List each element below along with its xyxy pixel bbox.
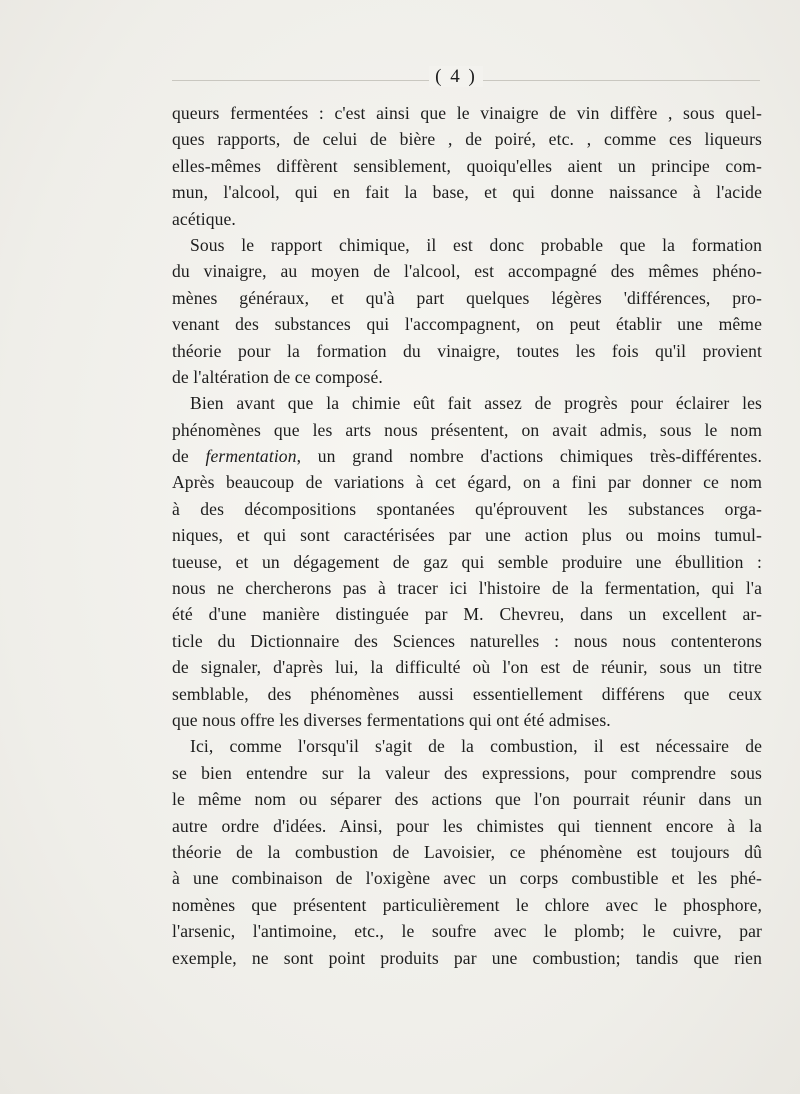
text-line: l'arsenic, l'antimoine, etc., le soufre avec le plomb; le cuivre, par (172, 921, 762, 942)
text-line: ticle du Dictionnaire des Sciences naturelles : nous nous contenterons (172, 630, 762, 651)
text-line: Bien avant que la chimie eût fait assez de progrès pour éclairer les (190, 393, 762, 414)
text-line: Après beaucoup de variations à cet égard, on a fini par donner ce nom (172, 472, 762, 493)
text-line: tueuse, et un dégagement de gaz qui semble produire une ébullition : (172, 551, 762, 572)
text-line: elles-mêmes diffèrent sensiblement, quoiqu'elles aient un principe com- (172, 155, 762, 176)
text-line: théorie de la combustion de Lavoisier, ce phénomène est toujours dû (172, 841, 762, 862)
text-line: Ici, comme l'orsqu'il s'agit de la combustion, il est nécessaire de (190, 736, 762, 757)
text-line: semblable, des phénomènes aussi essentiellement différens que ceux (172, 683, 762, 704)
text-line: se bien entendre sur la valeur des expressions, pour comprendre sous (172, 762, 762, 783)
text-line: queurs fermentées : c'est ainsi que le vinaigre de vin diffère , sous quel- (172, 103, 762, 123)
text-line: mun, l'alcool, qui en fait la base, et qui donne naissance à l'acide (172, 182, 762, 203)
text-line: ques rapports, de celui de bière , de poiré, etc. , comme ces liqueurs (172, 129, 762, 150)
body-text (172, 100, 762, 971)
text-line: nomènes que présentent particulièrement le chlore avec le phosphore, (172, 894, 762, 915)
text-line: à une combinaison de l'oxigène avec un corps combustible et les phé- (172, 868, 762, 889)
text-line: de signaler, d'après lui, la difficulté où l'on est de réunir, sous un titre (172, 657, 762, 678)
text-line: à des décompositions spontanées qu'éprouvent les substances orga- (172, 498, 762, 519)
text-line: venant des substances qui l'accompagnent, on peut établir une même (172, 314, 762, 335)
page-number (0, 66, 800, 88)
text-line: mènes généraux, et qu'à part quelques légères 'différences, pro- (172, 287, 762, 308)
text-line: nous ne chercherons pas à tracer ici l'histoire de la fermentation, qui l'a (172, 578, 762, 599)
text-line: acétique. (172, 208, 236, 229)
text-line: le même nom ou séparer des actions que l'on pourrait réunir dans un (172, 789, 762, 810)
text-line: exemple, ne sont point produits par une combustion; tandis que rien (172, 947, 762, 968)
page-number-text: ( 4 ) (429, 66, 483, 87)
text-line-with-italic: de fermentation, un grand nombre d'actions chimiques très-différentes. (172, 446, 762, 467)
italic-term: fermentation (205, 446, 297, 467)
text-line: que nous offre les diverses fermentations qui ont été admises. (172, 709, 611, 730)
text-line: été d'une manière distinguée par M. Chevreu, dans un excellent ar- (172, 604, 762, 625)
text-line: autre ordre d'idées. Ainsi, pour les chimistes qui tiennent encore à la (172, 815, 762, 836)
text-line: théorie pour la formation du vinaigre, toutes les fois qu'il provient (172, 340, 762, 361)
text-line: de l'altération de ce composé. (172, 366, 383, 387)
text-line: niques, et qui sont caractérisées par une action plus ou moins tumul- (172, 525, 762, 546)
text-line: du vinaigre, au moyen de l'alcool, est accompagné des mêmes phéno- (172, 261, 762, 282)
text-line: phénomènes que les arts nous présentent, on avait admis, sous le nom (172, 419, 762, 440)
text-line: Sous le rapport chimique, il est donc probable que la formation (190, 234, 762, 255)
